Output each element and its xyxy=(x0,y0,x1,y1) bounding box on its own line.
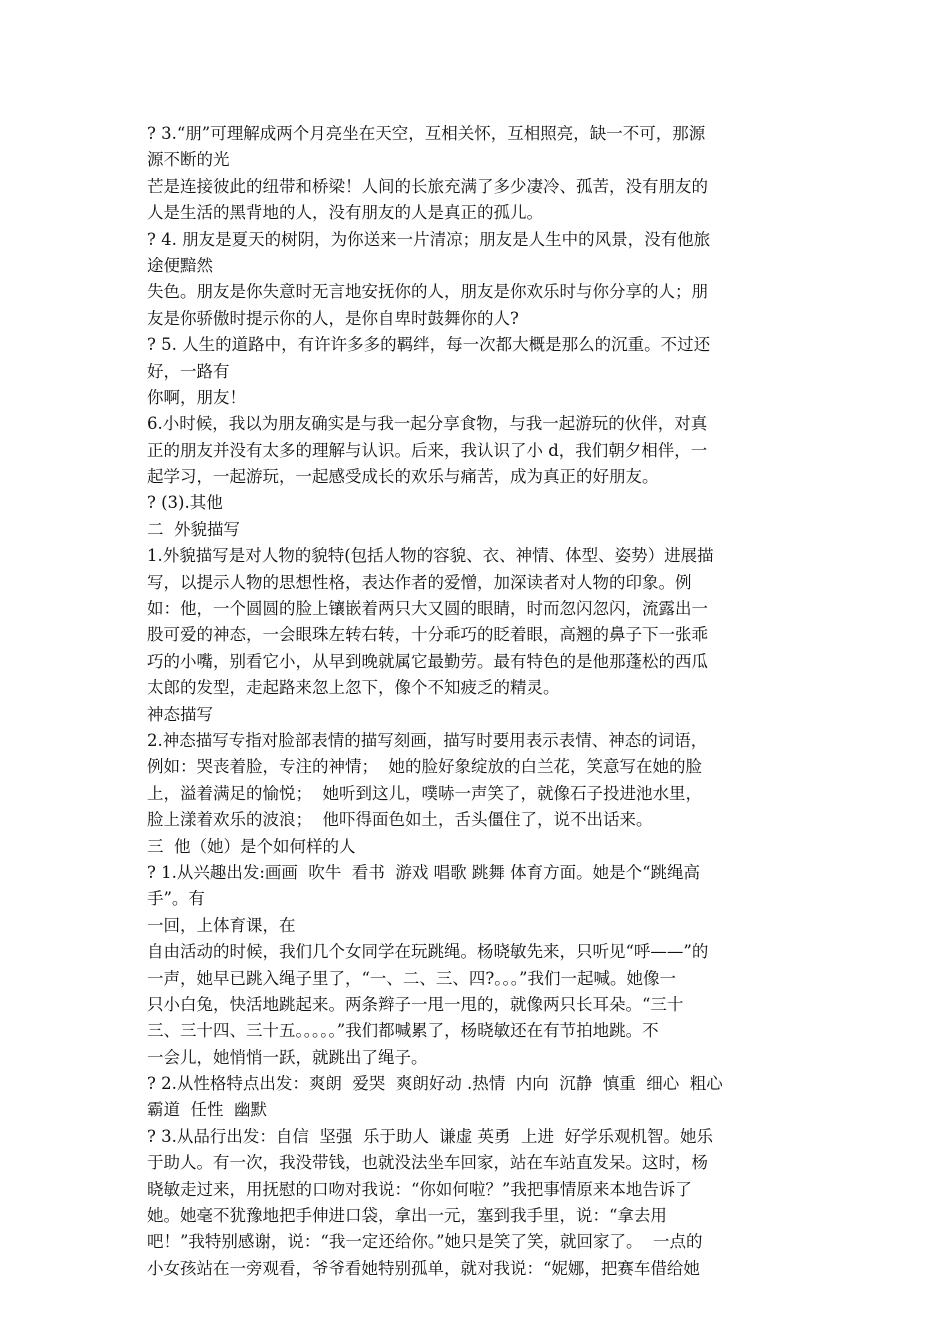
text-line: ? 3.从品行出发：自信 坚强 乐于助人 谦虚 英勇 上进 好学乐观机智。她乐 xyxy=(147,1126,714,1146)
text-line: 6.小时候，我以为朋友确实是与我一起分享食物，与我一起游玩的伙伴，对真 xyxy=(147,414,708,434)
text-line: 源不断的光 xyxy=(147,150,230,170)
text-line: 例如：哭丧着脸，专注的神情； 她的脸好象绽放的白兰花，笑意写在她的脸 xyxy=(147,757,702,777)
text-line: 写，以提示人物的思想性格，表达作者的爱憎，加深读者对人物的印象。例 xyxy=(147,572,692,592)
text-line: ? 4. 朋友是夏天的树阴，为你送来一片清凉；朋友是人生中的风景，没有他旅 xyxy=(147,229,711,249)
text-line: 一会儿，她悄悄一跃，就跳出了绳子。 xyxy=(147,1047,428,1067)
text-line: 如：他，一个圆圆的脸上镶嵌着两只大又圆的眼睛，时而忽闪忽闪，流露出一 xyxy=(147,599,708,619)
text-line: 神态描写 xyxy=(147,704,213,724)
text-line: 自由活动的时候，我们几个女同学在玩跳绳。杨晓敏先来，只听见“呼——”的 xyxy=(147,942,709,962)
text-line: 起学习，一起游玩，一起感受成长的欢乐与痛苦，成为真正的好朋友。 xyxy=(147,467,659,487)
text-line: 1.外貌描写是对人物的貌特(包括人物的容貌、衣、神情、体型、姿势）进展描 xyxy=(147,546,714,566)
text-line: 友是你骄傲时提示你的人，是你自卑时鼓舞你的人? xyxy=(147,308,519,328)
text-line: 正的朋友并没有太多的理解与认识。后来，我认识了小 d，我们朝夕相伴，一 xyxy=(147,440,708,460)
text-line: ? 2.从性格特点出发：爽朗 爱哭 爽朗好动 .热情 内向 沉静 慎重 细心 粗心 xyxy=(147,1074,723,1094)
text-line: 一声，她早已跳入绳子里了，“一、二、三、四?。。。”我们一起喊。她像一 xyxy=(147,968,676,988)
text-line: ? 3.“朋”可理解成两个月亮坐在天空，互相关怀，互相照亮，缺一不可，那源 xyxy=(147,124,706,143)
text-line: 股可爱的神态，一会眼珠左转右转，十分乖巧的眨着眼，高翘的鼻子下一张乖 xyxy=(147,625,708,645)
text-line: 巧的小嘴，别看它小，从早到晚就属它最勤劳。最有特色的是他那蓬松的西瓜 xyxy=(147,651,708,671)
text-line: 2.神态描写专指对脸部表情的描写刻画，描写时要用表示表情、神态的词语， xyxy=(147,730,708,750)
text-line: ? 1.从兴趣出发:画画 吹牛 看书 游戏 唱歌 跳舞 体育方面。她是个“跳绳高 xyxy=(147,862,701,882)
text-line: 二 外貌描写 xyxy=(147,519,240,539)
text-line: 只小白兔，快活地跳起来。两条辫子一甩一甩的，就像两只长耳朵。“三十 xyxy=(147,994,684,1014)
text-line: 脸上漾着欢乐的波浪； 他吓得面色如土，舌头僵住了，说不出话来。 xyxy=(147,810,653,830)
text-line: 太郎的发型，走起路来忽上忽下，像个不知疲乏的精灵。 xyxy=(147,678,560,698)
text-line: ? 5. 人生的道路中，有许许多多的羁绊，每一次都大概是那么的沉重。不过还 xyxy=(147,335,711,355)
text-line: 她。她毫不犹豫地把手伸进口袋，拿出一元，塞到我手里，说：“拿去用 xyxy=(147,1206,667,1226)
document-body xyxy=(147,121,812,1282)
text-line: 上，溢着满足的愉悦； 她听到这儿，噗哧一声笑了，就像石子投进池水里， xyxy=(147,783,702,803)
text-line: 一回，上体育课，在 xyxy=(147,915,296,935)
text-line: 三 他（她）是个如何样的人 xyxy=(147,836,356,856)
text-line: 晓敏走过来，用抚慰的口吻对我说：“你如何啦？”我把事情原来本地告诉了 xyxy=(147,1179,692,1199)
text-line: 好，一路有 xyxy=(147,361,230,381)
text-line: 手”。有 xyxy=(147,889,205,909)
text-line: 霸道 任性 幽默 xyxy=(147,1100,267,1120)
text-line: 于助人。有一次，我没带钱，也就没法坐车回家，站在车站直发呆。这时，杨 xyxy=(147,1153,708,1173)
text-line: 吧！”我特别感谢，说：“我一定还给你。”她只是笑了笑，就回家了。 一点的 xyxy=(147,1232,703,1252)
text-line: 人是生活的黑背地的人，没有朋友的人是真正的孤儿。 xyxy=(147,203,543,223)
text-line: 你啊，朋友！ xyxy=(147,387,246,407)
text-line: 小女孩站在一旁观看，爷爷看她特别孤单，就对我说：“妮娜，把赛车借给她 xyxy=(147,1258,700,1278)
text-line: 失色。朋友是你失意时无言地安抚你的人，朋友是你欢乐时与你分享的人；朋 xyxy=(147,282,708,302)
text-line: 三、三十四、三十五。。。。。”我们都喊累了，杨晓敏还在有节拍地跳。不 xyxy=(147,1021,659,1041)
text-line: 途便黯然 xyxy=(147,255,213,275)
text-line: 芒是连接彼此的纽带和桥梁！人间的长旅充满了多少凄冷、孤苦，没有朋友的 xyxy=(147,176,708,196)
text-line: ? (3).其他 xyxy=(147,493,223,513)
